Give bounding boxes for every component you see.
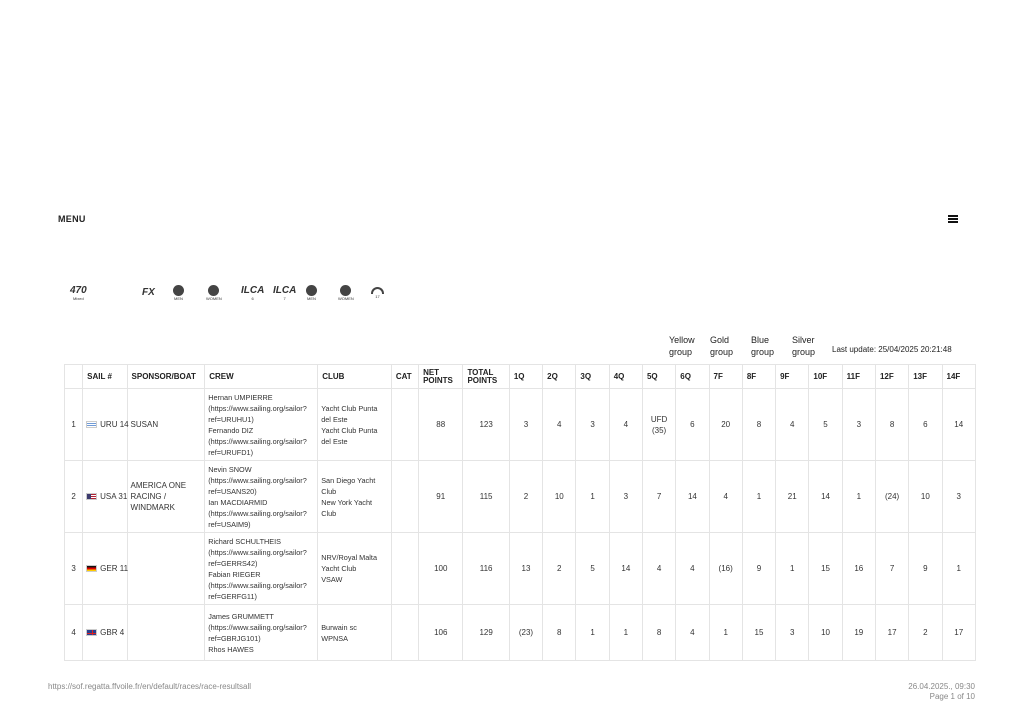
crew-line: Fabian RIEGER: [208, 569, 261, 579]
crew-cell: [205, 605, 318, 661]
footer-datetime: 26.04.2025., 09:30: [908, 682, 975, 691]
race-score-cell: 15: [742, 605, 775, 661]
total-points-cell: 123: [463, 389, 509, 461]
sponsor-cell: AMERICA ONE RACING / WINDMARK: [127, 461, 205, 533]
club-line: San Diego Yacht: [321, 475, 376, 485]
race-score-cell: 1: [576, 605, 609, 661]
class-shape: [340, 285, 351, 296]
crew-line: (https://www.sailing.org/sailor?: [208, 622, 307, 632]
menu-label[interactable]: MENU: [58, 214, 86, 224]
race-score-cell: 20: [709, 389, 742, 461]
race-score-cell: 3: [776, 605, 809, 661]
race-score-cell: 10: [809, 605, 842, 661]
rank-cell: 3: [65, 533, 83, 605]
race-score-cell: 1: [709, 605, 742, 661]
race-score-cell: 14: [609, 533, 642, 605]
race-score-cell: 1: [576, 461, 609, 533]
class-shape: [173, 285, 184, 296]
column-header[interactable]: NET POINTS: [419, 365, 463, 389]
race-score-cell: (16): [709, 533, 742, 605]
sail-cell: [83, 461, 127, 533]
group-line2: group: [710, 347, 734, 357]
sail-cell: [83, 389, 127, 461]
crew-line: (https://www.sailing.org/sailor?: [208, 508, 307, 518]
class-sub: WOMEN: [338, 296, 354, 301]
race-score-cell: 14: [676, 461, 709, 533]
class-shape: [371, 287, 384, 294]
group-label[interactable]: [792, 334, 815, 358]
column-header[interactable]: 7F: [709, 365, 742, 389]
class-name: ILCA: [241, 284, 265, 296]
race-score-cell: 6: [909, 389, 942, 461]
race-score-cell: 1: [609, 605, 642, 661]
cat-cell: [391, 533, 418, 605]
race-score-cell: 3: [609, 461, 642, 533]
net-points-cell: 106: [419, 605, 463, 661]
sail-number: URU 14: [100, 420, 129, 429]
club-line: del Este: [321, 436, 348, 446]
club-line: Yacht Club: [321, 564, 357, 573]
race-score-cell: 3: [842, 389, 875, 461]
class-name: ILCA: [273, 284, 297, 296]
crew-line: Rhos HAWES: [208, 644, 254, 654]
class-sub: 6: [251, 295, 254, 301]
club-line: Burwain sc: [321, 622, 357, 632]
race-score-cell: 4: [776, 389, 809, 461]
class-name: FX: [142, 287, 155, 298]
table-row[interactable]: [65, 533, 976, 605]
net-points-cell: 100: [419, 533, 463, 605]
club-cell: [318, 533, 392, 605]
race-score-cell: 4: [709, 461, 742, 533]
class-sub: 7: [283, 295, 286, 301]
uru-flag-icon: [86, 421, 97, 428]
last-update: Last update: 25/04/2025 20:21:48: [832, 345, 952, 354]
race-score-cell: 16: [842, 533, 875, 605]
class-sub: 17: [375, 294, 380, 299]
column-header[interactable]: CLUB: [318, 365, 392, 389]
club-line: NRV/Royal Malta: [321, 553, 378, 562]
crew-line: ref=GBRJG101): [208, 633, 261, 643]
race-score-cell: 8: [543, 605, 576, 661]
footer-meta: [908, 682, 975, 702]
iqfoil-men-class-icon[interactable]: [306, 283, 317, 303]
race-score-cell: 9: [742, 533, 775, 605]
class-sub: MEN: [307, 296, 316, 301]
net-points-cell: 91: [419, 461, 463, 533]
cat-cell: [391, 461, 418, 533]
group-line2: group: [751, 347, 775, 357]
race-score-cell: 3: [942, 461, 976, 533]
race-score-cell: 5: [809, 389, 842, 461]
group-line1: Yellow: [669, 335, 695, 345]
club-line: Yacht Club Punta: [321, 403, 378, 413]
group-label[interactable]: [710, 334, 733, 358]
group-line1: Blue: [751, 335, 770, 345]
crew-line: (https://www.sailing.org/sailor?: [208, 475, 307, 485]
ilca-men-class-icon[interactable]: [173, 283, 184, 303]
ilca-6-class-icon[interactable]: [241, 283, 264, 303]
470-mixed-class-icon[interactable]: [70, 283, 87, 303]
cat-cell: [391, 389, 418, 461]
club-line: New York Yacht: [321, 497, 373, 507]
race-score-cell: 21: [776, 461, 809, 533]
race-score-cell: 2: [543, 533, 576, 605]
rank-cell: 2: [65, 461, 83, 533]
crew-line: Hernan UMPIERRE: [208, 392, 273, 402]
race-score-cell: 14: [942, 389, 976, 461]
crew-line: ref=USAIM9): [208, 519, 251, 529]
column-header[interactable]: 2Q: [543, 365, 576, 389]
crew-line: (https://www.sailing.org/sailor?: [208, 436, 307, 446]
club-line: del Este: [321, 414, 348, 424]
club-line: WPNSA: [321, 633, 348, 643]
group-line1: Silver: [792, 335, 815, 345]
table-row[interactable]: [65, 461, 976, 533]
club-cell: [318, 605, 392, 661]
crew-line: ref=GERRS42): [208, 558, 258, 568]
iqfoil-women-class-icon[interactable]: [338, 283, 354, 303]
crew-cell: [205, 389, 318, 461]
column-header[interactable]: SPONSOR/BOAT: [127, 365, 205, 389]
column-header[interactable]: 4Q: [609, 365, 642, 389]
race-score-cell: 10: [909, 461, 942, 533]
race-score-cell: (24): [875, 461, 908, 533]
crew-line: ref=GERFG11): [208, 591, 257, 601]
column-header[interactable]: 14F: [942, 365, 976, 389]
crew-cell: [205, 533, 318, 605]
gbr-flag-icon: [86, 629, 97, 636]
column-header[interactable]: 5Q: [642, 365, 675, 389]
crew-line: ref=URUFD1): [208, 447, 254, 457]
class-sub: MEN: [174, 296, 183, 301]
race-score-cell: 14: [809, 461, 842, 533]
race-score-cell: 9: [909, 533, 942, 605]
ilca-7-class-icon[interactable]: [273, 283, 296, 303]
sail-cell: [83, 533, 127, 605]
rank-cell: 1: [65, 389, 83, 461]
column-header[interactable]: 11F: [842, 365, 875, 389]
race-score-cell: 6: [676, 389, 709, 461]
table-header-row: [65, 365, 976, 389]
race-score-cell: 8: [642, 605, 675, 661]
group-line2: group: [792, 347, 816, 357]
race-score-cell: UFD (35): [642, 389, 675, 461]
column-header[interactable]: CAT: [391, 365, 418, 389]
column-header[interactable]: TOTAL POINTS: [463, 365, 509, 389]
club-cell: [318, 389, 392, 461]
crew-line: ref=USANS20): [208, 486, 257, 496]
crew-line: Richard SCHULTHEIS: [208, 536, 282, 546]
column-header[interactable]: 12F: [875, 365, 908, 389]
race-score-cell: 17: [942, 605, 976, 661]
club-line: Club: [321, 508, 337, 518]
race-score-cell: 13: [509, 533, 542, 605]
column-header[interactable]: 13F: [909, 365, 942, 389]
race-score-cell: 8: [742, 389, 775, 461]
crew-line: (https://www.sailing.org/sailor?: [208, 403, 307, 413]
race-score-cell: (23): [509, 605, 542, 661]
cat-cell: [391, 605, 418, 661]
column-header[interactable]: 8F: [742, 365, 775, 389]
column-header[interactable]: [65, 365, 83, 389]
race-score-cell: 2: [909, 605, 942, 661]
race-score-cell: 4: [609, 389, 642, 461]
total-points-cell: 115: [463, 461, 509, 533]
sail-number: GBR 4: [100, 628, 125, 637]
race-score-cell: 1: [742, 461, 775, 533]
race-score-cell: 17: [875, 605, 908, 661]
race-score-cell: 1: [776, 533, 809, 605]
race-score-cell: 10: [543, 461, 576, 533]
table-row[interactable]: [65, 389, 976, 461]
crew-line: (https://www.sailing.org/sailor?: [208, 547, 307, 557]
sponsor-cell: SUSAN: [127, 389, 205, 461]
club-line: Yacht Club Punta: [321, 425, 378, 435]
race-score-cell: 3: [576, 389, 609, 461]
race-score-cell: 2: [509, 461, 542, 533]
crew-line: James GRUMMETT: [208, 611, 274, 621]
sail-cell: [83, 605, 127, 661]
u17-class-icon[interactable]: [371, 283, 384, 303]
crew-line: Ian MACDIARMID: [208, 497, 268, 507]
net-points-cell: 88: [419, 389, 463, 461]
ilca-women-class-icon[interactable]: [206, 283, 222, 303]
race-score-cell: 4: [642, 533, 675, 605]
column-header[interactable]: SAIL #: [83, 365, 127, 389]
fx-class-icon[interactable]: [142, 283, 155, 303]
class-sub: Mixed: [73, 295, 84, 301]
race-score-cell: 7: [642, 461, 675, 533]
race-score-cell: 1: [842, 461, 875, 533]
race-score-cell: 4: [676, 605, 709, 661]
race-score-cell: 8: [875, 389, 908, 461]
crew-line: Nevin SNOW: [208, 464, 252, 474]
results-table: [64, 364, 976, 661]
race-score-cell: 15: [809, 533, 842, 605]
class-name: 470: [70, 284, 87, 296]
crew-line: ref=URUHU1): [208, 414, 254, 424]
group-label[interactable]: [751, 334, 774, 358]
footer-page: Page 1 of 10: [929, 692, 975, 701]
footer-url: https://sof.regatta.ffvoile.fr/en/default/races/race-resultsall: [48, 682, 252, 691]
usa-flag-icon: [86, 493, 97, 500]
sponsor-cell: [127, 605, 205, 661]
group-label[interactable]: [669, 334, 695, 358]
sail-number: GER 11: [100, 564, 129, 573]
crew-cell: [205, 461, 318, 533]
sponsor-cell: [127, 533, 205, 605]
ger-flag-icon: [86, 565, 97, 572]
hamburger-menu-icon[interactable]: [948, 215, 958, 223]
column-header[interactable]: CREW: [205, 365, 318, 389]
race-score-cell: 5: [576, 533, 609, 605]
race-score-cell: 19: [842, 605, 875, 661]
race-score-cell: 7: [875, 533, 908, 605]
total-points-cell: 116: [463, 533, 509, 605]
table-row[interactable]: [65, 605, 976, 661]
crew-line: (https://www.sailing.org/sailor?: [208, 580, 307, 590]
club-line: Club: [321, 486, 337, 496]
column-header[interactable]: 9F: [776, 365, 809, 389]
race-score-cell: 1: [942, 533, 976, 605]
class-shape: [306, 285, 317, 296]
race-score-cell: 3: [509, 389, 542, 461]
column-header[interactable]: 3Q: [576, 365, 609, 389]
column-header[interactable]: 10F: [809, 365, 842, 389]
club-cell: [318, 461, 392, 533]
crew-line: Fernando DIZ: [208, 425, 254, 435]
class-sub: WOMEN: [206, 296, 222, 301]
column-header[interactable]: 6Q: [676, 365, 709, 389]
column-header[interactable]: 1Q: [509, 365, 542, 389]
total-points-cell: 129: [463, 605, 509, 661]
race-score-cell: 4: [676, 533, 709, 605]
group-line2: group: [669, 347, 693, 357]
sail-number: USA 31: [100, 492, 128, 501]
group-line1: Gold: [710, 335, 730, 345]
rank-cell: 4: [65, 605, 83, 661]
club-line: VSAW: [321, 575, 343, 584]
race-score-cell: 4: [543, 389, 576, 461]
class-shape: [208, 285, 219, 296]
